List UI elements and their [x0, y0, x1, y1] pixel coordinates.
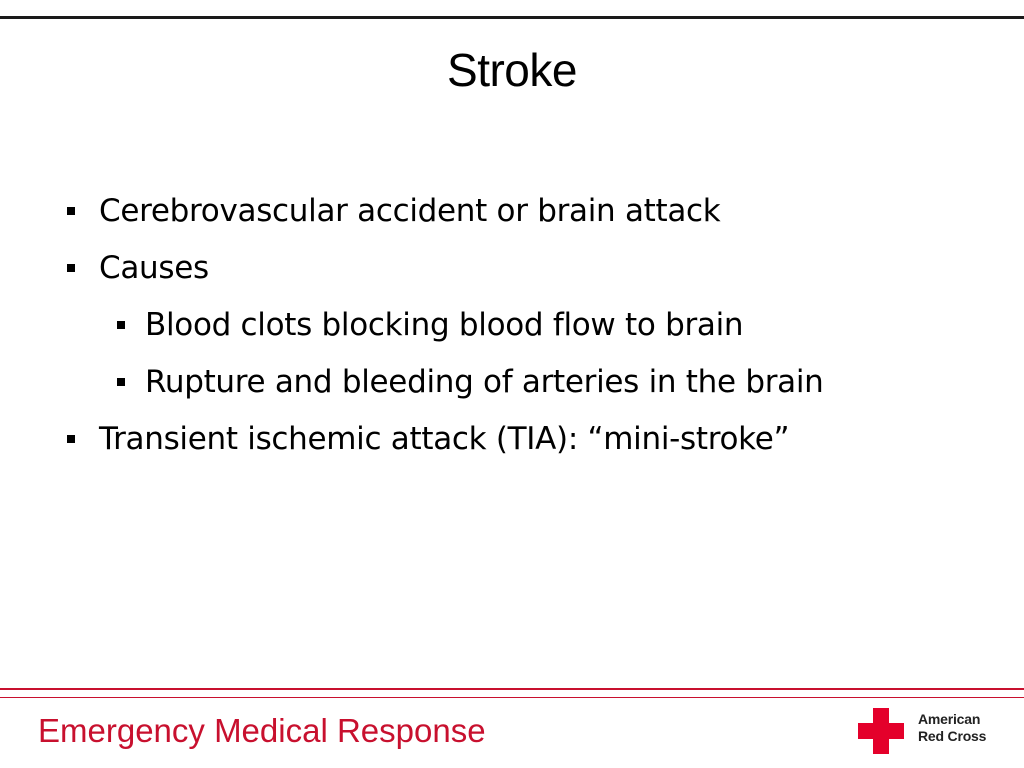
bullet-text: Cerebrovascular accident or brain attack — [99, 193, 721, 229]
square-bullet-icon — [67, 264, 75, 272]
sub-bullet-item — [0, 304, 1024, 361]
bullet-item — [0, 418, 1024, 475]
bullet-list — [0, 190, 1024, 475]
square-bullet-icon — [117, 378, 125, 386]
footer-title: Emergency Medical Response — [38, 712, 486, 749]
red-cross-logo — [858, 708, 1008, 754]
bullet-text: Causes — [99, 250, 209, 286]
bullet-item — [0, 247, 1024, 304]
square-bullet-icon — [67, 435, 75, 443]
logo-line-2: Red Cross — [918, 728, 987, 744]
top-divider — [0, 16, 1024, 19]
slide-title: Stroke — [447, 44, 577, 96]
footer-divider-thin — [0, 697, 1024, 698]
logo-wordmark — [918, 711, 986, 745]
square-bullet-icon — [117, 321, 125, 329]
logo-line-1: American — [918, 711, 981, 727]
red-cross-icon — [858, 708, 904, 754]
sub-bullet-text: Blood clots blocking blood flow to brain — [145, 307, 744, 343]
bullet-item — [0, 190, 1024, 247]
sub-bullet-text: Rupture and bleeding of arteries in the brain — [145, 364, 824, 400]
square-bullet-icon — [67, 207, 75, 215]
footer-divider — [0, 688, 1024, 690]
sub-bullet-item — [0, 361, 1024, 418]
bullet-text: Transient ischemic attack (TIA): “mini-stroke” — [99, 421, 790, 457]
